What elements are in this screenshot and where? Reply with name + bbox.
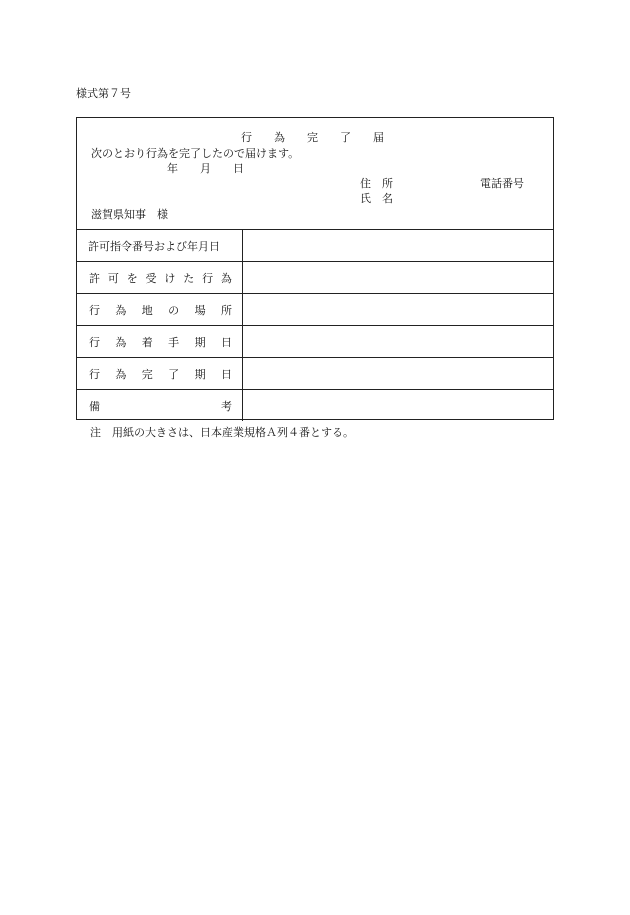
label-char: 着: [141, 335, 153, 349]
label-char: 日: [220, 367, 232, 381]
addressee: 滋賀県知事 様: [91, 208, 168, 221]
intro-text: 次のとおり行為を完了したので届けます。: [91, 147, 300, 160]
phone-label: 電話番号: [480, 177, 524, 190]
label-char: け: [164, 271, 176, 285]
label-char: の: [168, 303, 180, 317]
row-label-permitted-act: [77, 262, 243, 293]
row-value-permitted-act[interactable]: [243, 262, 553, 293]
form-rows: [77, 230, 553, 421]
notification-form: [76, 117, 554, 420]
label-char: た: [183, 271, 195, 285]
row-completion-date: [77, 358, 553, 390]
label-char: 為: [220, 271, 232, 285]
label-char: 為: [115, 335, 127, 349]
row-value-remarks[interactable]: [243, 390, 553, 421]
label-char: 手: [168, 335, 180, 349]
label-char: 許: [89, 271, 100, 285]
row-value-act-location[interactable]: [243, 294, 553, 325]
label-char: 行: [89, 303, 100, 317]
label-char: 受: [145, 271, 157, 285]
row-act-location: [77, 294, 553, 326]
name-label: 氏 名: [360, 192, 393, 205]
form-number: 様式第７号: [76, 87, 131, 100]
row-remarks: [77, 390, 553, 421]
row-label-text: 許可指令番号および年月日: [88, 239, 220, 253]
label-char: を: [126, 271, 138, 285]
row-value-start-date[interactable]: [243, 326, 553, 357]
label-char: 期: [194, 335, 206, 349]
row-label-start-date: [77, 326, 243, 357]
label-char: 可: [107, 271, 119, 285]
label-char: 為: [115, 367, 127, 381]
form-header: [77, 118, 553, 230]
row-start-date: [77, 326, 553, 358]
label-char: 日: [220, 335, 232, 349]
row-permit-number: [77, 230, 553, 262]
label-char: 行: [89, 367, 100, 381]
row-value-permit-number[interactable]: [243, 230, 553, 261]
paper-size-note: 注 用紙の大きさは、日本産業規格Ａ列４番とする。: [90, 426, 354, 439]
row-value-completion-date[interactable]: [243, 358, 553, 389]
label-char: 備: [89, 399, 100, 413]
label-char: 所: [220, 303, 232, 317]
row-label-permit-number: [77, 230, 243, 261]
label-char: 行: [89, 335, 100, 349]
date-line: 年 月 日: [167, 162, 244, 175]
row-permitted-act: [77, 262, 553, 294]
address-label: 住 所: [360, 177, 393, 190]
label-char: 為: [115, 303, 127, 317]
form-title: 行 為 完 了 届: [241, 131, 384, 144]
label-char: 行: [202, 271, 214, 285]
row-label-completion-date: [77, 358, 243, 389]
row-label-remarks: [77, 390, 243, 421]
label-char: 考: [221, 399, 232, 413]
label-char: 地: [141, 303, 153, 317]
row-label-act-location: [77, 294, 243, 325]
label-char: 完: [141, 367, 153, 381]
label-char: 了: [168, 367, 180, 381]
label-char: 場: [194, 303, 206, 317]
label-char: 期: [194, 367, 206, 381]
